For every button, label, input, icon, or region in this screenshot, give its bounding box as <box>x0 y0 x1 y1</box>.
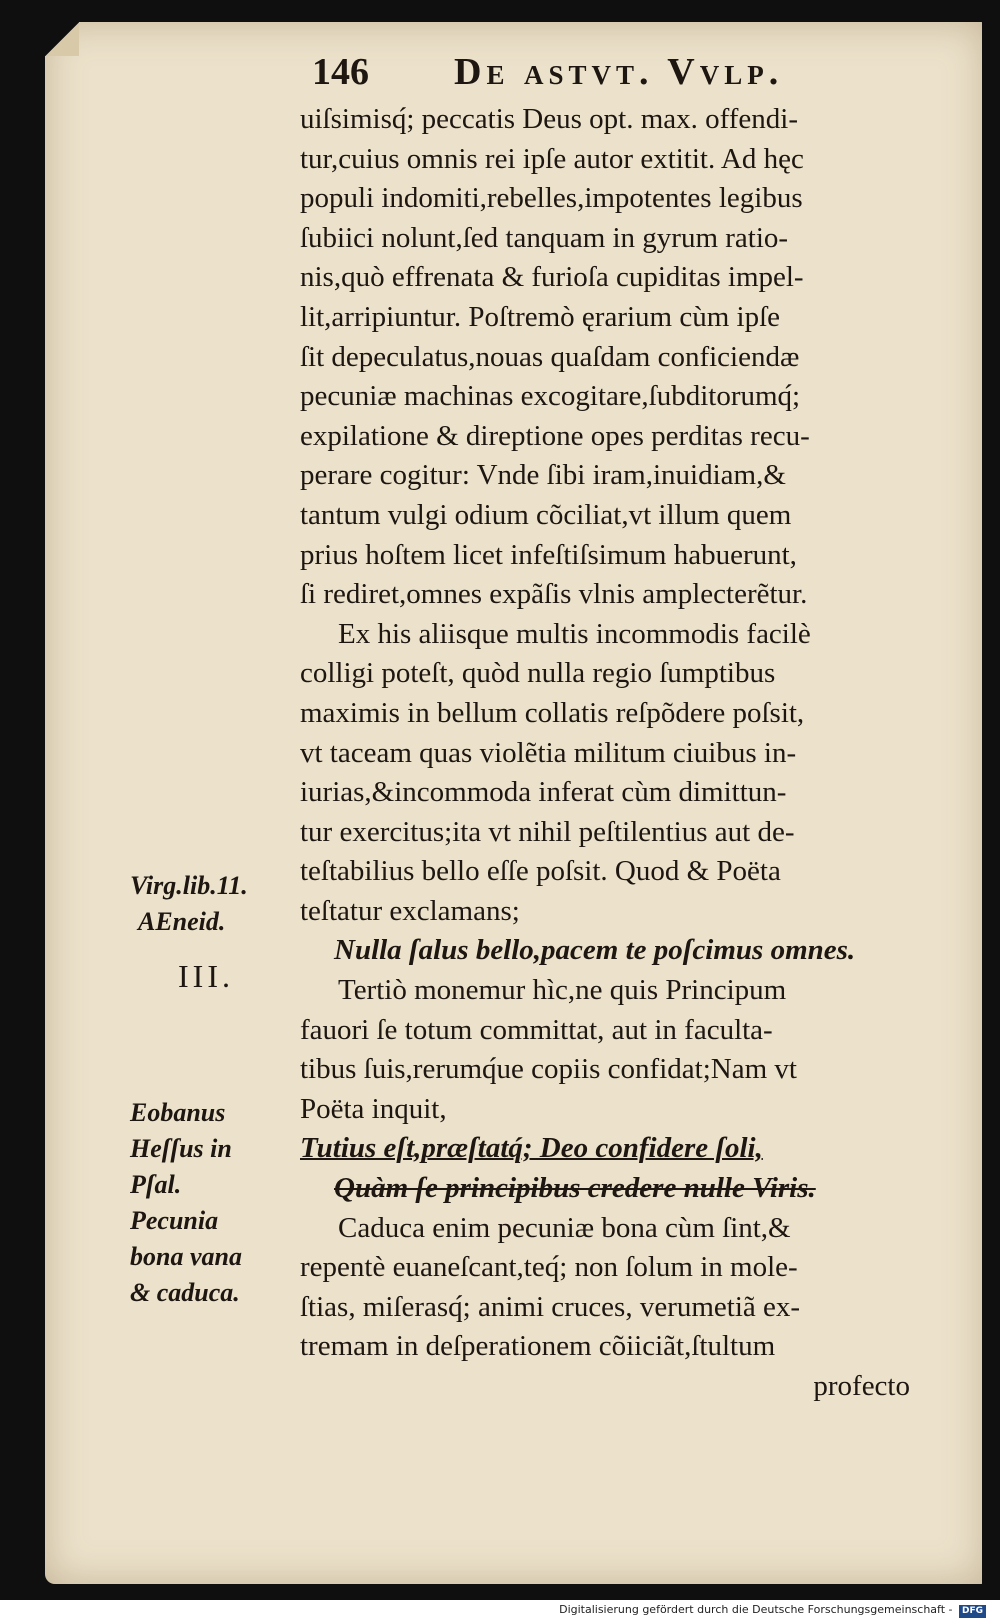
margin-note-virgil: AEneid. <box>138 907 226 936</box>
margin-note-eobanus: Eobanus <box>130 1098 226 1127</box>
margin-note-pecunia: bona vana <box>130 1242 242 1271</box>
verse-quotation: Nulla ſalus bello,pacem te poſcimus omnes. <box>334 934 856 967</box>
footer-credit <box>559 1600 986 1620</box>
page-number: 146 <box>312 51 369 93</box>
text-line: tremam in deſperationem cõiiciãt,ſtultum <box>300 1330 776 1363</box>
text-line: populi indomiti,rebelles,impotentes legibus <box>300 182 803 215</box>
margin-note-eobanus: Pſal. <box>130 1170 182 1199</box>
text-line: tantum vulgi odium cõciliat,vt illum quem <box>300 498 792 531</box>
text-line: prius hoſtem licet infeſtiſsimum habuerunt, <box>300 538 797 571</box>
margin-note-pecunia: Pecunia <box>130 1206 219 1235</box>
text-line: vt taceam quas violẽtia militum ciuibus in- <box>300 736 797 769</box>
margin-note-pecunia: & caduca. <box>130 1278 240 1307</box>
body-text <box>300 100 950 1407</box>
text-line: ſtias, miſerasq́; animi cruces, verumetiã ex- <box>300 1290 801 1323</box>
paragraph-start-line: Caduca enim pecuniæ bona cùm ſint,& <box>338 1211 791 1244</box>
section-numeral: III. <box>178 958 234 994</box>
text-line: maximis in bellum collatis reſpõdere poſsit, <box>300 696 805 729</box>
margin-note-virgil: Virg.lib.11. <box>130 871 248 900</box>
text-line: expilatione & direptione opes perditas recu- <box>300 419 810 452</box>
text-line: ſit depeculatus,nouas quaſdam conficiendæ <box>300 340 800 373</box>
text-line: nis,quò effrenata & furioſa cupiditas impel- <box>300 261 804 294</box>
struck-verse: Quàm ſe principibus credere nulle Viris. <box>334 1172 816 1205</box>
paragraph-start-line: Ex his aliisque multis incommodis facilè <box>338 617 811 650</box>
text-line: perare cogitur: Vnde ſibi iram,inuidiam,& <box>300 459 786 492</box>
margin-note-eobanus: Heſſus in <box>130 1134 232 1163</box>
text-line: ſubiici nolunt,ſed tanquam in gyrum ratio- <box>300 221 789 254</box>
text-line: ſi rediret,omnes expãſis vlnis ampleсterẽtur. <box>300 578 808 611</box>
page-header <box>312 50 912 98</box>
text-line: fauori ſe totum committat, aut in faculta- <box>300 1013 773 1046</box>
text-line: teſtabilius bello eſſe poſsit. Quod & Poëta <box>300 855 781 888</box>
text-line: colligi poteſt, quòd nulla regio ſumptibus <box>300 657 776 690</box>
text-line: iurias,&incommoda inferat cùm dimittun- <box>300 776 787 809</box>
text-line: Poëta inquit, <box>300 1092 447 1125</box>
text-line: uiſsimisq́; peccatis Deus opt. max. offendi- <box>300 103 799 135</box>
text-line: repentè euaneſcant,teq́; non ſolum in mole- <box>300 1251 798 1284</box>
page-right-edge <box>982 22 1000 1584</box>
paragraph-start-line: Tertiò monemur hìc,ne quis Principum <box>338 974 787 1007</box>
text-line: tur,cuius omnis rei ipſe autor extitit. Ad hęc <box>300 142 804 175</box>
dfg-logo: DFG <box>959 1605 986 1618</box>
digitization-credit: Digitalisierung gefördert durch die Deutsche Forschungsgemeinschaft - <box>559 1603 953 1616</box>
underlined-verse: Tutius eſt,præſtatq́; Deo confidere ſoli, <box>300 1132 763 1165</box>
text-line: teſtatur exclamans; <box>300 894 520 927</box>
text-line: pecuniæ machinas excogitare,ſubditorumq́; <box>300 380 801 413</box>
text-line: tur exercitus;ita vt nihil peſtilentius aut de- <box>300 815 795 848</box>
running-head: De astvt. Vvlp. <box>454 51 784 93</box>
text-line: tibus ſuis,rerumq́ue copiis confidat;Nam vt <box>300 1053 797 1086</box>
text-line: lit,arripiuntur. Poſtremò ęrarium cùm ipſe <box>300 300 781 333</box>
folded-page-corner <box>45 22 79 56</box>
catchword: profecto <box>813 1370 910 1402</box>
